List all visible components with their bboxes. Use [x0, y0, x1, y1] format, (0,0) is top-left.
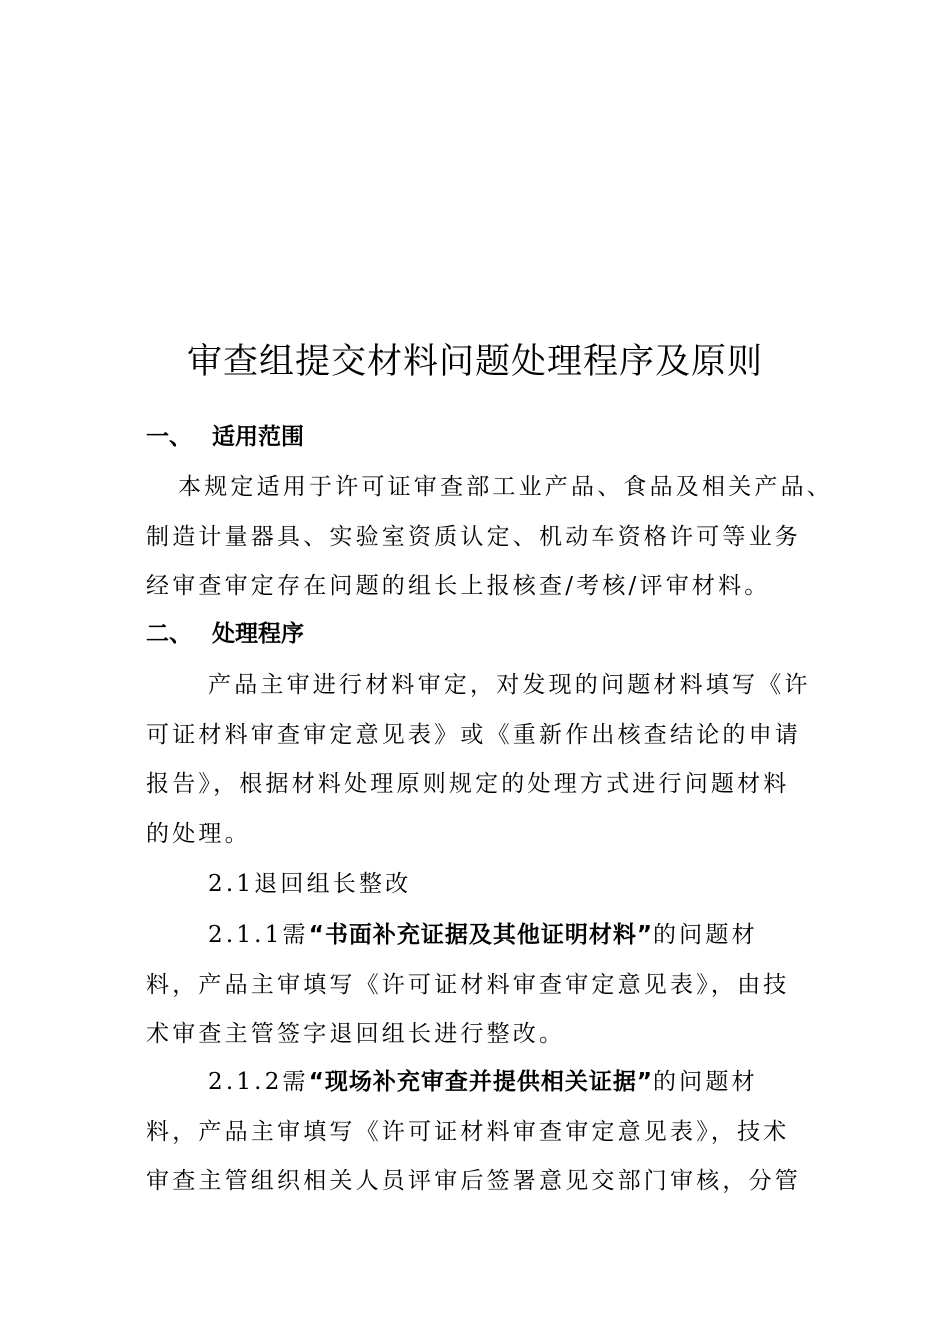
section-2-number: 二、 [146, 621, 192, 647]
item-2-1-1-paragraph [146, 911, 806, 1060]
section-2-title: 处理程序 [212, 621, 304, 647]
item-first-line [146, 1058, 806, 1108]
item-suffix: 的问题材 [652, 1069, 758, 1095]
section-1-title: 适用范围 [212, 424, 304, 450]
paragraph-line: 料，产品主审填写《许可证材料审查审定意见表》，由技 [146, 971, 790, 998]
subsection-title: 2.1退回组长整改 [208, 871, 412, 897]
item-emphasis: “现场补充审查并提供相关证据” [308, 1069, 653, 1095]
subsection-2-1-heading [146, 860, 806, 910]
section-1-number: 一、 [146, 424, 192, 450]
section-1-heading [146, 421, 304, 453]
item-number: 2.1.1需 [208, 922, 309, 948]
document-title: 审查组提交材料问题处理程序及原则 [186, 342, 763, 382]
item-suffix: 的问题材 [652, 922, 758, 948]
paragraph-line: 术审查主管签字退回组长进行整改。 [146, 1021, 566, 1047]
paragraph-line: 的处理。 [146, 820, 251, 847]
item-first-line [146, 911, 806, 961]
paragraph-line: 报告》，根据材料处理原则规定的处理方式进行问题材料 [146, 771, 790, 797]
paragraph-line: 经审查审定存在问题的组长上报核查/考核/评审材料。 [146, 573, 771, 599]
paragraph-line: 本规定适用于许可证审查部工业产品、食品及相关产品、 [178, 474, 833, 500]
paragraph-line: 可证材料审查审定意见表》或《重新作出核查结论的申请 [146, 721, 801, 748]
section-2-heading [146, 618, 304, 650]
item-emphasis: “书面补充证据及其他证明材料” [308, 922, 653, 948]
item-2-1-2-paragraph [146, 1058, 806, 1207]
paragraph-line: 产品主审进行材料审定，对发现的问题材料填写《许 [208, 672, 811, 698]
item-number: 2.1.2需 [208, 1069, 309, 1095]
section-1-paragraph [146, 463, 833, 612]
paragraph-line: 审查主管组织相关人员评审后签署意见交部门审核，分管 [146, 1168, 801, 1194]
paragraph-line: 料，产品主审填写《许可证材料审查审定意见表》，技术 [146, 1118, 790, 1145]
paragraph-line: 制造计量器具、实验室资质认定、机动车资格许可等业务 [146, 523, 801, 550]
section-2-intro-paragraph [146, 661, 811, 859]
